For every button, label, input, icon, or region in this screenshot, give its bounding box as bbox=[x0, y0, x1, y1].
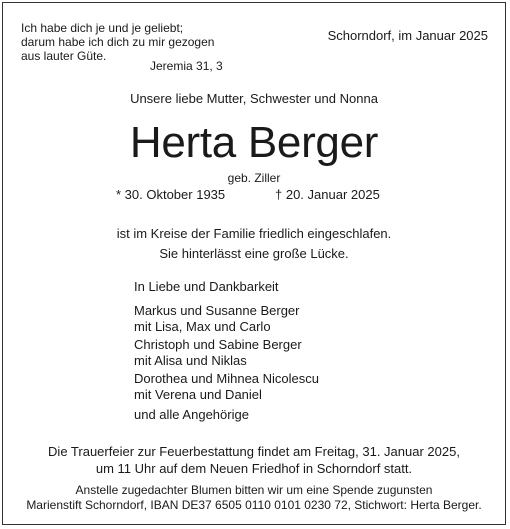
service-line: Die Trauerfeier zur Feuerbestattung findet am Freitag, 31. Januar 2025, bbox=[48, 444, 460, 459]
deceased-name: Herta Berger bbox=[129, 118, 379, 167]
passing-line: ist im Kreise der Familie friedlich eingeschlafen. bbox=[116, 226, 392, 241]
place-date: Schorndorf, im Januar 2025 bbox=[327, 28, 488, 43]
mourner-line: Dorothea und Mihnea Nicolescu bbox=[134, 371, 319, 386]
verse-reference: Jeremia 31, 3 bbox=[150, 59, 223, 73]
maiden-name: geb. Ziller bbox=[227, 171, 281, 185]
bible-verse bbox=[21, 21, 214, 63]
donation-line: Marienstift Schorndorf, IBAN DE37 6505 0110 0101 0230 72, Stichwort: Herta Berger. bbox=[26, 498, 482, 512]
mourners-heading: In Liebe und Dankbarkeit bbox=[134, 279, 279, 294]
death-date: † 20. Januar 2025 bbox=[275, 187, 380, 202]
funeral-service-text bbox=[3, 443, 505, 477]
mourner-line: mit Alisa und Niklas bbox=[134, 353, 247, 368]
passing-text bbox=[3, 224, 505, 264]
service-line: um 11 Uhr auf dem Neuen Friedhof in Schorndorf statt. bbox=[95, 461, 413, 476]
mourner-line: mit Verena und Daniel bbox=[134, 387, 262, 402]
mourner-line: Markus und Susanne Berger bbox=[134, 303, 300, 318]
intro-line: Unsere liebe Mutter, Schwester und Nonna bbox=[130, 91, 378, 106]
passing-line: Sie hinterlässt eine große Lücke. bbox=[159, 246, 349, 261]
verse-line: darum habe ich dich zu mir gezogen bbox=[21, 35, 215, 49]
donation-line: Anstelle zugedachter Blumen bitten wir um eine Spende zugunsten bbox=[75, 483, 433, 497]
birth-date: * 30. Oktober 1935 bbox=[116, 187, 226, 202]
obituary-notice bbox=[2, 2, 506, 525]
verse-line: Ich habe dich je und je geliebt; bbox=[21, 21, 184, 35]
verse-line: aus lauter Güte. bbox=[21, 49, 107, 63]
mourner-line: mit Lisa, Max und Carlo bbox=[134, 319, 271, 334]
mourners-closing: und alle Angehörige bbox=[134, 407, 249, 422]
mourner-line: Christoph und Sabine Berger bbox=[134, 337, 302, 352]
donation-text bbox=[3, 483, 505, 513]
